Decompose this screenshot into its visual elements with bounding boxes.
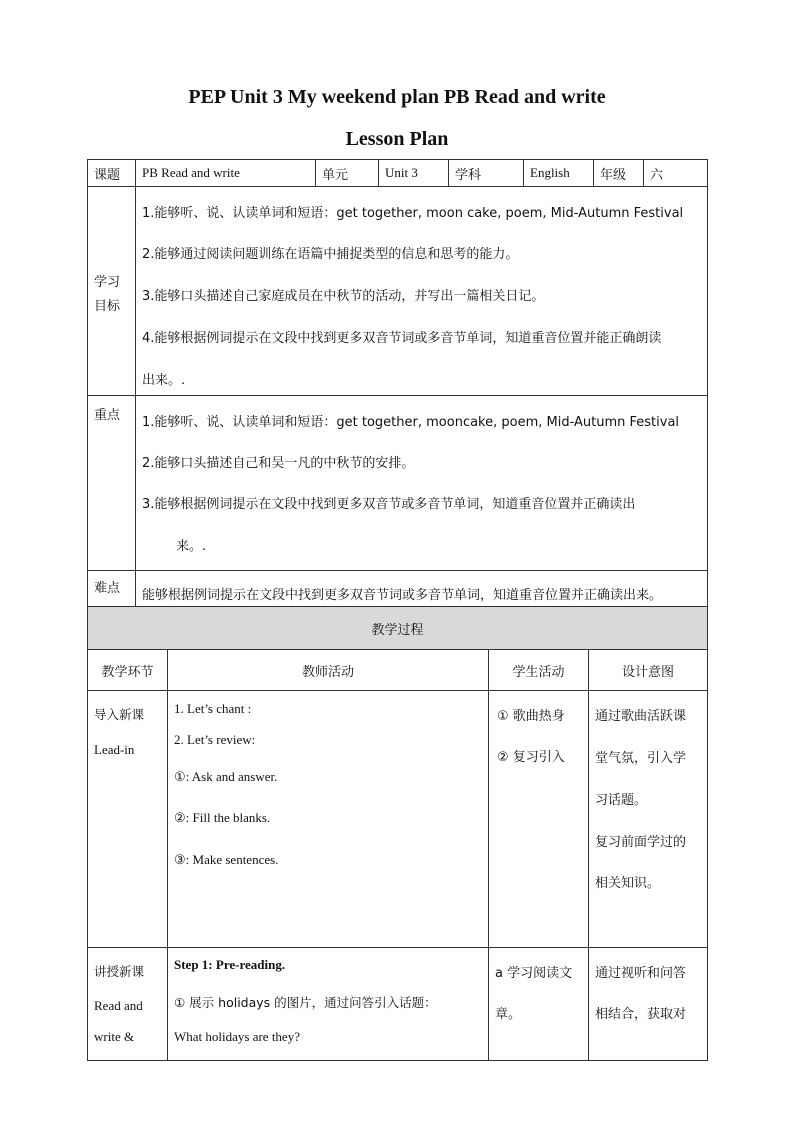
difficulty-text: 能够根据例词提示在文段中找到更多双音节词或多音节单词，知道重音位置并正确读出来。 bbox=[142, 588, 663, 603]
teaching-process-table bbox=[87, 606, 708, 1061]
topic-value: PB Read and write bbox=[136, 160, 316, 187]
new-lesson-teacher bbox=[168, 948, 489, 1061]
student-activity: 章。 bbox=[495, 1007, 522, 1022]
student-activity: ① 歌曲热身 bbox=[497, 709, 565, 724]
stage-name: 讲授新课 bbox=[94, 964, 145, 979]
stage-name-en: Read and bbox=[94, 998, 143, 1013]
intent-line: 相结合，获取对 bbox=[595, 1007, 687, 1022]
objectives-label-1: 学习 bbox=[94, 275, 121, 290]
column-stage: 教学环节 bbox=[88, 650, 168, 691]
lead-in-stage bbox=[88, 691, 168, 948]
objective-item: 2.能够通过阅读问题训练在语篇中捕捉类型的信息和思考的能力。 bbox=[142, 247, 519, 262]
column-intent: 设计意图 bbox=[589, 650, 708, 691]
lead-in-teacher bbox=[168, 691, 489, 948]
teacher-step: ① 展示 holidays 的图片，通过问答引入话题： bbox=[174, 995, 437, 1010]
info-row bbox=[88, 160, 708, 187]
key-point-item: 3.能够根据例词提示在文段中找到更多双音节或多音节单词，知道重音位置并正确读出 bbox=[142, 497, 636, 512]
intent-line: 相关知识。 bbox=[595, 876, 661, 891]
new-lesson-student bbox=[489, 948, 589, 1061]
document-title: PEP Unit 3 My weekend plan PB Read and write bbox=[188, 86, 606, 108]
stage-name-en: write & bbox=[94, 1029, 135, 1044]
intent-line: 通过歌曲活跃课 bbox=[595, 709, 687, 724]
unit-value: Unit 3 bbox=[379, 160, 449, 187]
objectives-row bbox=[88, 187, 708, 396]
lesson-info-table bbox=[87, 159, 708, 618]
unit-label: 单元 bbox=[316, 160, 379, 187]
column-student: 学生活动 bbox=[489, 650, 589, 691]
teacher-step: ①: Ask and answer. bbox=[174, 769, 278, 784]
process-columns-row bbox=[88, 650, 708, 691]
lead-in-intent bbox=[589, 691, 708, 948]
stage-name-en: Lead-in bbox=[94, 742, 135, 757]
subject-value: English bbox=[524, 160, 594, 187]
new-lesson-row bbox=[88, 948, 708, 1061]
new-lesson-intent bbox=[589, 948, 708, 1061]
key-point-item: 1.能够听、说、认读单词和短语：get together, mooncake, poem, Mid-Autumn Festival bbox=[142, 415, 680, 430]
objective-item: 出来。. bbox=[142, 373, 186, 388]
process-header: 教学过程 bbox=[88, 607, 708, 650]
column-teacher: 教师活动 bbox=[168, 650, 489, 691]
teacher-step: 2. Let’s review: bbox=[174, 732, 256, 747]
objectives-label-cell bbox=[88, 187, 136, 396]
key-point-item: 2.能够口头描述自己和吴一凡的中秋节的安排。 bbox=[142, 456, 415, 471]
teacher-step: What holidays are they? bbox=[174, 1029, 300, 1044]
teacher-step: 1. Let’s chant : bbox=[174, 701, 252, 716]
grade-value: 六 bbox=[644, 160, 708, 187]
key-points-content bbox=[136, 396, 708, 571]
lead-in-student bbox=[489, 691, 589, 948]
difficulty-label: 难点 bbox=[88, 571, 136, 618]
process-header-row bbox=[88, 607, 708, 650]
new-lesson-stage bbox=[88, 948, 168, 1061]
student-activity: a 学习阅读文 bbox=[495, 966, 573, 981]
teacher-step: ③: Make sentences. bbox=[174, 852, 279, 867]
objectives-label-2: 目标 bbox=[94, 299, 121, 314]
intent-line: 习话题。 bbox=[595, 793, 648, 808]
intent-line: 复习前面学过的 bbox=[595, 835, 687, 850]
objective-item: 1.能够听、说、认读单词和短语：get together, moon cake, poem, Mid-Autumn Festival bbox=[142, 206, 684, 221]
teacher-step: ②: Fill the blanks. bbox=[174, 810, 271, 825]
key-points-label: 重点 bbox=[88, 396, 136, 571]
objective-item: 4.能够根据例词提示在文段中找到更多双音节词或多音节单词，知道重音位置并能正确朗读 bbox=[142, 331, 662, 346]
intent-line: 堂气氛，引入学 bbox=[595, 751, 687, 766]
lead-in-row bbox=[88, 691, 708, 948]
grade-label: 年级 bbox=[594, 160, 644, 187]
key-point-item: 来。. bbox=[176, 539, 207, 554]
key-points-row bbox=[88, 396, 708, 571]
objective-item: 3.能够口头描述自己家庭成员在中秋节的活动，并写出一篇相关日记。 bbox=[142, 289, 545, 304]
student-activity: ② 复习引入 bbox=[497, 750, 565, 765]
stage-name: 导入新课 bbox=[94, 707, 145, 722]
topic-label: 课题 bbox=[88, 160, 136, 187]
subject-label: 学科 bbox=[449, 160, 524, 187]
document-subtitle: Lesson Plan bbox=[345, 128, 449, 150]
teacher-step-heading: Step 1: Pre-reading. bbox=[174, 957, 286, 972]
intent-line: 通过视听和问答 bbox=[595, 966, 687, 981]
objectives-content bbox=[136, 187, 708, 396]
